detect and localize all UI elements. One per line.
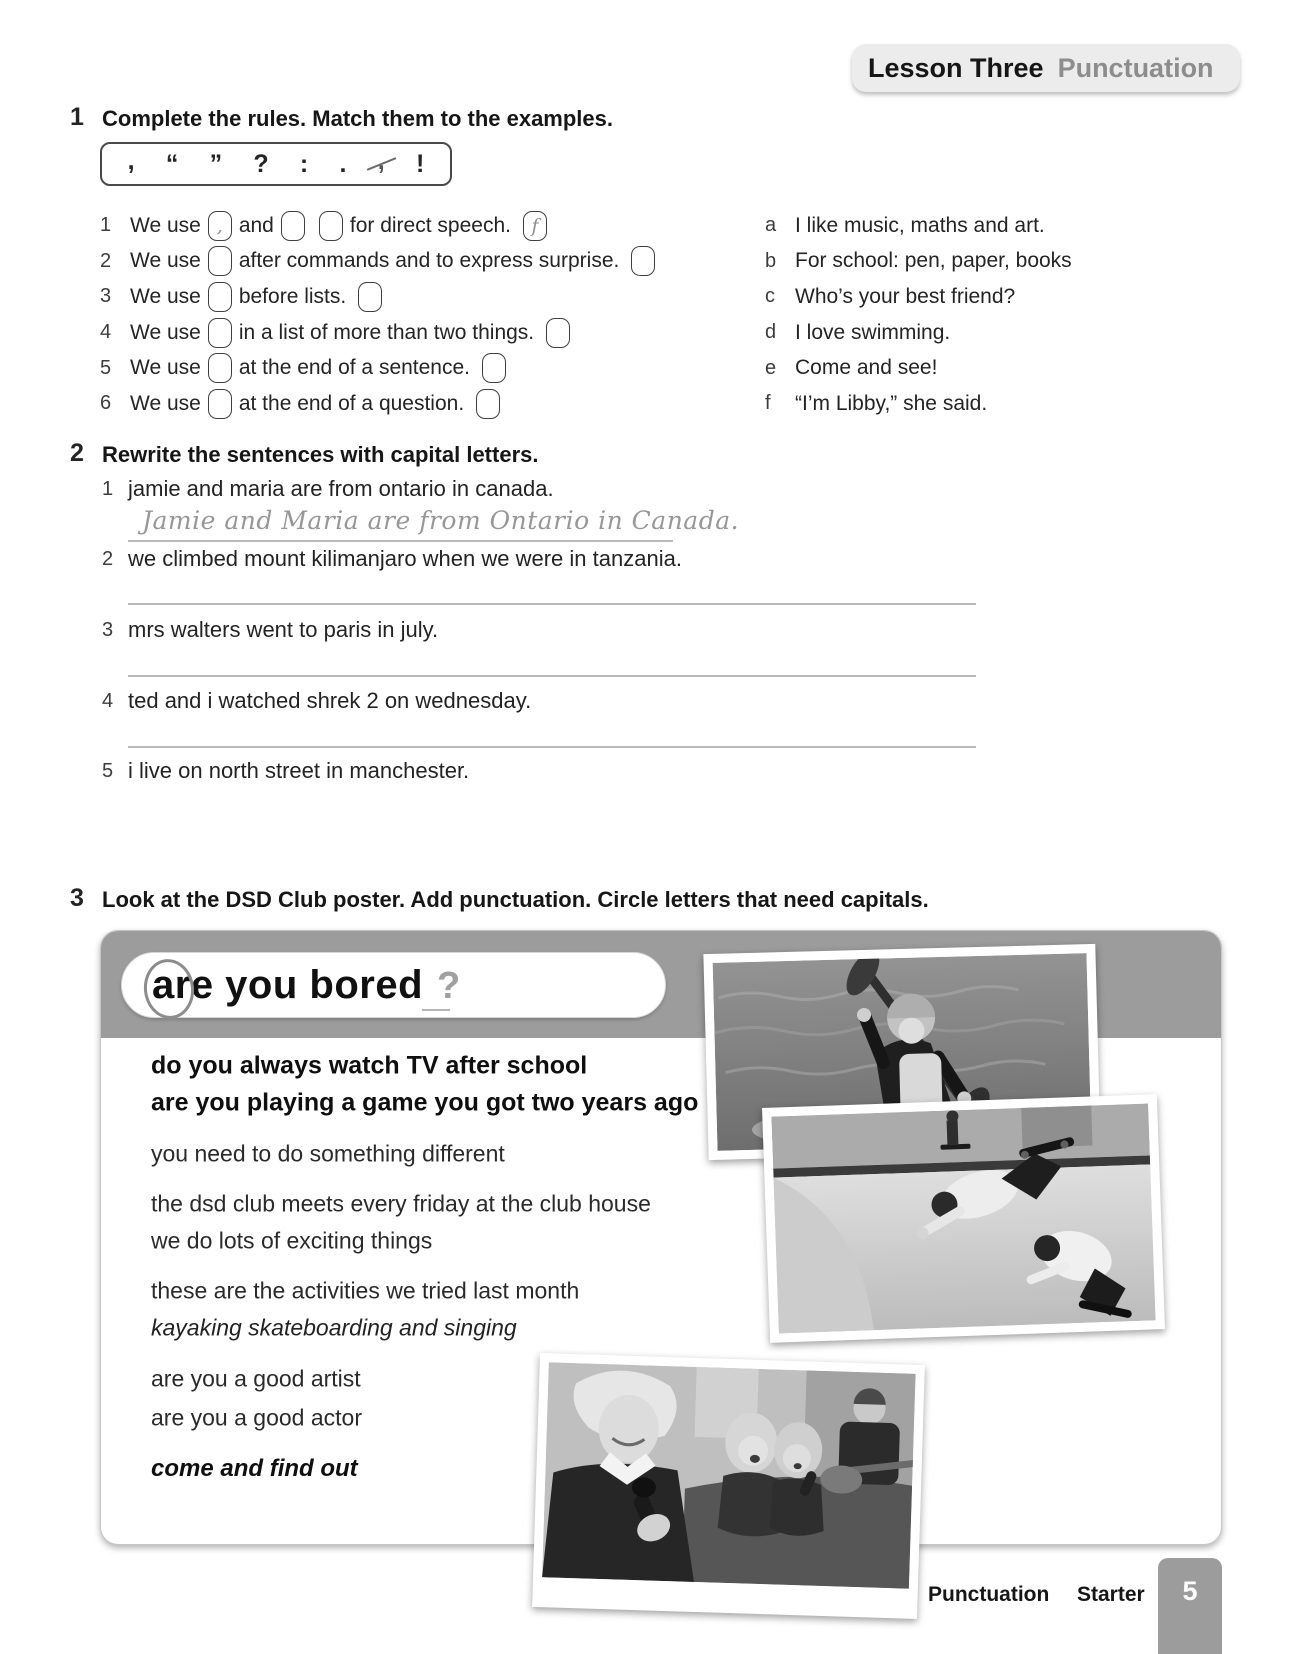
match-answer-box[interactable] xyxy=(546,318,570,348)
example-row-f xyxy=(765,386,1245,422)
poster-line-6: these are the activities we tried last month xyxy=(151,1277,580,1304)
rule-row-5 xyxy=(100,350,770,386)
example-row-a xyxy=(765,208,1245,244)
sentence-item-3 xyxy=(102,617,438,643)
rule-text: before lists. xyxy=(238,284,347,308)
symbol-comma-crossed-out: , xyxy=(377,147,385,175)
punctuation-answer-box[interactable] xyxy=(208,246,232,276)
sentence-text: jamie and maria are from ontario in canada. xyxy=(128,476,554,501)
rule-row-4 xyxy=(100,315,770,351)
punctuation-answer-box[interactable] xyxy=(319,211,343,241)
match-answer-box[interactable] xyxy=(482,353,506,383)
example-row-e xyxy=(765,350,1245,386)
punctuation-blank-line[interactable] xyxy=(422,1009,450,1011)
rule-text: We use xyxy=(130,320,201,344)
punctuation-answer-box[interactable] xyxy=(208,389,232,419)
example-letter: a xyxy=(765,214,777,237)
example-row-c xyxy=(765,279,1245,315)
handwritten-question-mark: ? xyxy=(437,964,461,1007)
symbol-colon: : xyxy=(299,150,309,178)
poster-line-4: the dsd club meets every friday at the club house xyxy=(151,1190,651,1217)
poster-line-5: we do lots of exciting things xyxy=(151,1227,433,1254)
example-letter: b xyxy=(765,249,777,272)
skateboarding-photo-graphic xyxy=(771,1103,1155,1333)
poster-line-8: are you a good artist xyxy=(151,1365,361,1392)
rule-number: 6 xyxy=(100,392,112,415)
poster-headline: are you bored xyxy=(152,962,424,1007)
rule-text: We use xyxy=(130,391,201,415)
answer-line-2[interactable] xyxy=(128,603,976,605)
sentence-number: 2 xyxy=(102,548,114,570)
punctuation-symbol-bank xyxy=(100,142,452,186)
rule-number: 3 xyxy=(100,285,112,308)
example-text: I love swimming. xyxy=(795,320,951,344)
symbol-exclamation-mark: ! xyxy=(415,150,425,178)
exercise1-title: Complete the rules. Match them to the examples. xyxy=(102,106,614,131)
poster-line-10: come and find out xyxy=(151,1455,358,1482)
rule-text: at the end of a sentence. xyxy=(238,356,471,380)
match-answer-box[interactable]: f xyxy=(523,211,547,241)
punctuation-answer-box[interactable] xyxy=(208,318,232,348)
sentence-number: 3 xyxy=(102,619,114,641)
sentence-text: ted and i watched shrek 2 on wednesday. xyxy=(128,688,532,713)
sentence-item-5 xyxy=(102,758,469,784)
example-letter: e xyxy=(765,356,777,379)
punctuation-answer-box[interactable] xyxy=(281,211,305,241)
rule-text: We use xyxy=(130,249,201,273)
symbol-full-stop: . xyxy=(339,150,347,178)
footer-level-label: Starter xyxy=(1077,1583,1145,1606)
match-answer-box[interactable] xyxy=(358,282,382,312)
sentence-item-2 xyxy=(102,546,682,572)
rule-text: We use xyxy=(130,284,201,308)
punctuation-answer-box[interactable] xyxy=(208,282,232,312)
example-text: For school: pen, paper, books xyxy=(795,249,1072,273)
rule-number: 2 xyxy=(100,249,112,272)
punctuation-answer-box[interactable]: , xyxy=(208,211,232,241)
exercise2-number: 2 xyxy=(70,439,84,467)
rule-number: 4 xyxy=(100,321,112,344)
example-letter: d xyxy=(765,321,777,344)
example-row-d xyxy=(765,315,1245,351)
symbol-close-quote: ” xyxy=(209,150,223,178)
lesson-number-label: Lesson Three xyxy=(868,52,1044,83)
exercise3-title: Look at the DSD Club poster. Add punctuation. Circle letters that need capitals. xyxy=(102,887,929,912)
rule-number: 1 xyxy=(100,214,112,237)
page-number-tab xyxy=(1158,1558,1222,1654)
sentence-text: i live on north street in manchester. xyxy=(128,758,470,783)
example-letter: c xyxy=(765,285,775,308)
answer-line-3[interactable] xyxy=(128,675,976,677)
example-row-b xyxy=(765,244,1245,280)
punctuation-answer-box[interactable] xyxy=(208,353,232,383)
rule-row-1 xyxy=(100,208,770,244)
singing-photo-graphic xyxy=(542,1362,916,1588)
rule-text: and xyxy=(238,213,274,237)
sentence-number: 4 xyxy=(102,690,114,712)
exercise1-number: 1 xyxy=(70,103,84,131)
rules-list xyxy=(100,208,770,422)
sentence-text: mrs walters went to paris in july. xyxy=(128,617,439,642)
rule-text: We use xyxy=(130,213,201,237)
poster-line-3: you need to do something different xyxy=(151,1140,505,1167)
answer-line-1[interactable] xyxy=(128,540,673,542)
exercise2-title: Rewrite the sentences with capital letters. xyxy=(102,442,539,467)
rule-number: 5 xyxy=(100,356,112,379)
poster-line-7: kayaking skateboarding and singing xyxy=(151,1314,517,1341)
sentence-number: 1 xyxy=(102,478,114,500)
symbol-comma: , xyxy=(127,147,135,175)
sentence-item-4 xyxy=(102,688,531,714)
rule-text: after commands and to express surprise. xyxy=(238,249,620,273)
sentence-text: we climbed mount kilimanjaro when we were in tanzania. xyxy=(128,546,682,571)
symbol-open-quote: “ xyxy=(165,150,179,178)
example-letter: f xyxy=(765,392,771,415)
poster-line-2: are you playing a game you got two years ago xyxy=(151,1088,699,1117)
example-text: Come and see! xyxy=(795,356,938,380)
rule-row-2 xyxy=(100,244,770,280)
sentence-number: 5 xyxy=(102,760,114,782)
example-text: “I’m Libby,” she said. xyxy=(795,391,988,415)
rule-text: in a list of more than two things. xyxy=(238,320,535,344)
singing-photo xyxy=(532,1353,925,1619)
sentence-item-1 xyxy=(102,476,554,502)
lesson-header xyxy=(852,44,1240,92)
poster-headline-pill xyxy=(121,952,666,1018)
page-number: 5 xyxy=(1182,1576,1198,1606)
poster-line-9: are you a good actor xyxy=(151,1404,362,1431)
answer-line-4[interactable] xyxy=(128,746,976,748)
skateboarding-photo xyxy=(762,1094,1165,1343)
rule-text: for direct speech. xyxy=(349,213,511,237)
examples-list xyxy=(765,208,1245,422)
handwritten-answer: Jamie and Maria are from Ontario in Canada. xyxy=(142,506,740,535)
example-text: Who’s your best friend? xyxy=(795,284,1016,308)
rule-text: We use xyxy=(130,356,201,380)
exercise3-number: 3 xyxy=(70,884,84,912)
rule-row-3 xyxy=(100,279,770,315)
lesson-topic-label: Punctuation xyxy=(1057,52,1214,83)
example-text: I like music, maths and art. xyxy=(795,213,1045,237)
dsd-club-poster xyxy=(100,930,1222,1545)
symbol-question-mark: ? xyxy=(253,150,269,178)
rule-row-6 xyxy=(100,386,770,422)
poster-line-1: do you always watch TV after school xyxy=(151,1051,588,1080)
rule-text: at the end of a question. xyxy=(238,391,465,415)
footer-section-label: Punctuation xyxy=(928,1583,1050,1606)
match-answer-box[interactable] xyxy=(631,246,655,276)
match-answer-box[interactable] xyxy=(476,389,500,419)
